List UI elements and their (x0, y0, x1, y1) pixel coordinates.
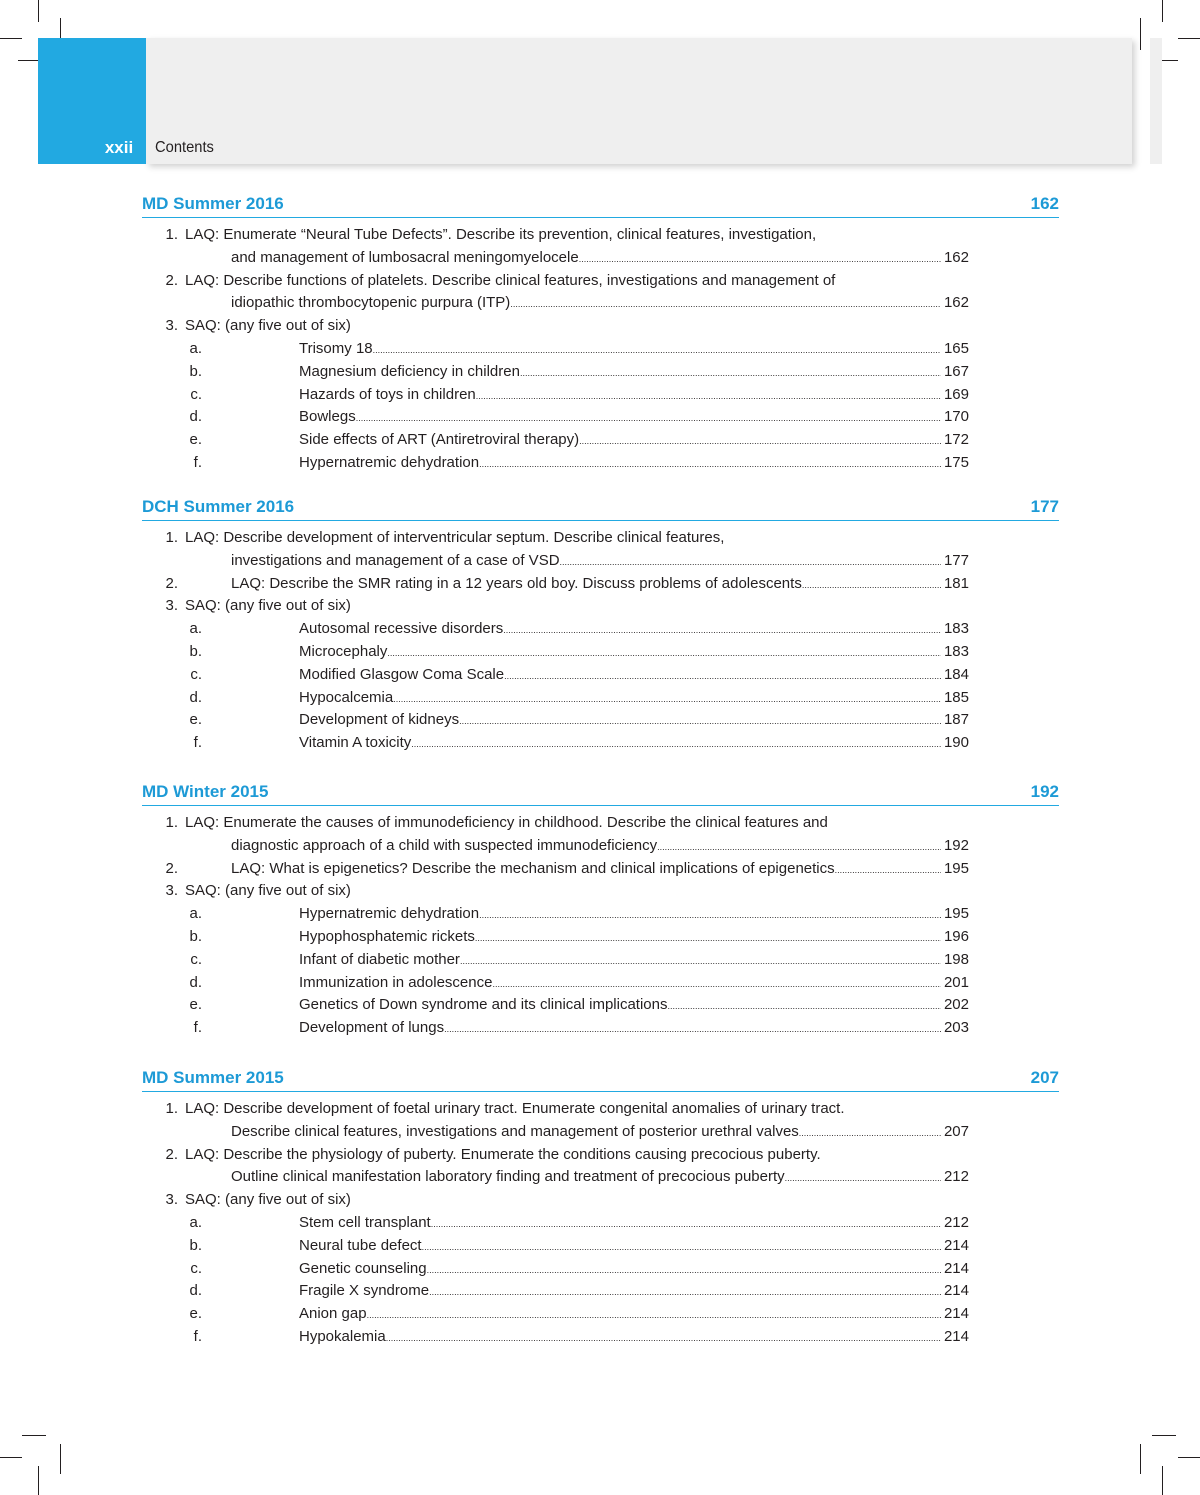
entry-text: Outline clinical manifestation laboratory finding and treatment of precocious puberty (231, 1166, 785, 1189)
crop-mark (38, 0, 39, 22)
toc-subentry (142, 903, 1059, 926)
leader-row (299, 406, 1059, 430)
entry-page: 202 (943, 996, 969, 1014)
entry-page: 192 (943, 836, 969, 854)
entry-text: Hypernatremic dehydration (299, 903, 479, 926)
entry-text: SAQ: (any five out of six) (185, 317, 351, 335)
entry-letter: a. (189, 1213, 202, 1231)
entry-text: LAQ: Describe functions of platelets. Describe clinical features, investigations and management of (185, 271, 836, 289)
toc-entry-cont (142, 292, 1059, 315)
dot-leader (657, 836, 941, 859)
entry-text: Genetic counseling (299, 1258, 427, 1281)
dot-leader (459, 710, 941, 733)
section-heading (142, 1067, 1059, 1092)
section-heading (142, 496, 1059, 521)
leader-row (299, 709, 1059, 733)
leader-row (299, 732, 1059, 756)
leader-row (299, 1280, 1059, 1304)
entry-page: 201 (943, 973, 969, 991)
toc-subentry (142, 949, 1059, 972)
header-band (146, 38, 1132, 164)
dot-leader (579, 248, 941, 271)
entry-text: Describe clinical features, investigations and management of posterior urethral valves (231, 1121, 799, 1144)
entry-page: 212 (943, 1213, 969, 1231)
entry-number: 2. (165, 574, 178, 592)
toc-entry (142, 224, 1059, 247)
toc-section (142, 193, 1059, 475)
leader-row (299, 1017, 1059, 1041)
entry-text: SAQ: (any five out of six) (185, 597, 351, 615)
toc-subentry (142, 384, 1059, 407)
leader-row (231, 247, 1059, 271)
entry-page: 177 (943, 551, 969, 569)
entry-number: 3. (165, 882, 178, 900)
toc-subentry (142, 1017, 1059, 1040)
entry-letter: e. (189, 1305, 202, 1323)
leader-row (299, 1303, 1059, 1327)
leader-row (299, 338, 1059, 362)
leader-row (299, 361, 1059, 385)
entry-text: Hypokalemia (299, 1326, 386, 1349)
toc-subentry (142, 618, 1059, 641)
crop-mark (38, 1466, 39, 1495)
entry-number: 1. (165, 814, 178, 831)
crop-mark (0, 38, 22, 39)
entry-text: Infant of diabetic mother (299, 949, 460, 972)
dot-leader (560, 551, 941, 574)
toc-entry (142, 812, 1059, 835)
entry-text: Hypernatremic dehydration (299, 452, 479, 475)
dot-leader (475, 927, 941, 950)
entry-letter: c. (190, 665, 202, 683)
dot-leader (785, 1167, 941, 1190)
section-title: MD Summer 2015 (142, 1068, 284, 1087)
dot-leader (492, 973, 941, 996)
entry-page: 183 (943, 620, 969, 638)
entry-number: 2. (165, 859, 178, 877)
section-page: 192 (1030, 782, 1059, 801)
crop-mark (1140, 18, 1141, 50)
entry-letter: f. (193, 1019, 202, 1037)
entry-page: 165 (943, 339, 969, 357)
entry-letter: f. (193, 734, 202, 752)
section-page: 207 (1030, 1068, 1059, 1087)
entry-page: 214 (943, 1282, 969, 1300)
toc-subentry (142, 406, 1059, 429)
entry-letter: b. (189, 1236, 202, 1254)
entry-page: 203 (943, 1019, 969, 1037)
entry-text: LAQ: Describe development of interventricular septum. Describe clinical features, (185, 529, 725, 546)
entry-letter: b. (189, 927, 202, 945)
crop-mark (1178, 1457, 1200, 1458)
toc-section (142, 1067, 1059, 1349)
entry-text: Development of lungs (299, 1017, 444, 1040)
leader-row (299, 429, 1059, 453)
entry-text: Anion gap (299, 1303, 367, 1326)
toc-subentry (142, 664, 1059, 687)
entry-text: LAQ: Enumerate the causes of immunodeficiency in childhood. Describe the clinical features and (185, 814, 828, 831)
header-band-edge (1150, 38, 1162, 164)
entry-text: Neural tube defect (299, 1235, 422, 1258)
entry-text: Vitamin A toxicity (299, 732, 411, 755)
dot-leader (387, 642, 941, 665)
toc-subentry (142, 641, 1059, 664)
entry-list (142, 812, 1059, 1040)
leader-row (299, 384, 1059, 408)
entry-text: Immunization in adolescence (299, 972, 492, 995)
entry-letter: c. (190, 1259, 202, 1277)
entry-page: 198 (943, 950, 969, 968)
toc-subentry (142, 687, 1059, 710)
entry-number: 1. (165, 529, 178, 546)
crop-mark (0, 1457, 22, 1458)
entry-letter: e. (189, 431, 202, 449)
toc-subentry (142, 972, 1059, 995)
entry-number: 3. (165, 317, 178, 335)
leader-row (299, 926, 1059, 950)
entry-page: 162 (943, 248, 969, 266)
entry-letter: d. (189, 688, 202, 706)
entry-text: Hazards of toys in children (299, 384, 476, 407)
entry-text: Bowlegs (299, 406, 356, 429)
dot-leader (460, 950, 941, 973)
toc-subentry (142, 452, 1059, 475)
toc-subentry (142, 926, 1059, 949)
dot-leader (476, 385, 941, 408)
entry-letter: f. (193, 453, 202, 471)
entry-text: Fragile X syndrome (299, 1280, 429, 1303)
entry-list (142, 224, 1059, 475)
dot-leader (668, 995, 942, 1018)
toc-entry-cont (142, 835, 1059, 858)
leader-row (299, 1212, 1059, 1236)
toc-entry (142, 1189, 1059, 1212)
dot-leader (411, 733, 941, 756)
leader-row (299, 687, 1059, 711)
entry-page: 170 (943, 408, 969, 426)
dot-leader (799, 1122, 941, 1145)
entry-letter: c. (190, 950, 202, 968)
entry-letter: a. (189, 620, 202, 638)
toc-subentry (142, 1258, 1059, 1281)
toc-entry (142, 595, 1059, 618)
leader-row (231, 292, 1059, 316)
entry-text: Modified Glasgow Coma Scale (299, 664, 504, 687)
entry-letter: e. (189, 996, 202, 1014)
leader-row (299, 664, 1059, 688)
toc-entry (142, 315, 1059, 338)
page-number: xxii (104, 138, 134, 157)
section-page: 162 (1030, 194, 1059, 213)
entry-text: LAQ: What is epigenetics? Describe the mechanism and clinical implications of epigenetics (231, 858, 835, 881)
entry-letter: d. (189, 973, 202, 991)
leader-row (299, 1235, 1059, 1259)
dot-leader (503, 619, 941, 642)
entry-number: 3. (165, 1191, 178, 1209)
entry-page: 167 (943, 362, 969, 380)
leader-row (299, 641, 1059, 665)
leader-row (231, 573, 1059, 597)
toc-subentry (142, 1303, 1059, 1326)
entry-letter: d. (189, 1282, 202, 1300)
toc-section (142, 781, 1059, 1040)
dot-leader (479, 453, 941, 476)
toc-subentry (142, 709, 1059, 732)
entry-text: and management of lumbosacral meningomyelocele (231, 247, 579, 270)
entry-page: 175 (943, 453, 969, 471)
entry-page: 187 (943, 711, 969, 729)
entry-text: Hypocalcemia (299, 687, 393, 710)
entry-page: 214 (943, 1259, 969, 1277)
entry-number: 3. (165, 597, 178, 615)
entry-number: 2. (165, 271, 178, 289)
crop-mark (1162, 0, 1163, 22)
entry-letter: d. (189, 408, 202, 426)
toc-subentry (142, 1280, 1059, 1303)
entry-page: 214 (943, 1305, 969, 1323)
entry-number: 1. (165, 1100, 178, 1117)
dot-leader (373, 339, 941, 362)
toc-subentry (142, 338, 1059, 361)
dot-leader (444, 1018, 941, 1041)
crop-mark (1162, 1466, 1163, 1495)
dot-leader (579, 430, 941, 453)
toc-entry-cont (142, 247, 1059, 270)
crop-mark (60, 1444, 61, 1474)
entry-text: Development of kidneys (299, 709, 459, 732)
toc-subentry (142, 429, 1059, 452)
dot-leader (504, 665, 941, 688)
entry-letter: f. (193, 1327, 202, 1345)
entry-page: 195 (943, 859, 969, 877)
entry-letter: b. (189, 362, 202, 380)
leader-row (231, 835, 1059, 859)
leader-row (299, 452, 1059, 476)
toc-entry-cont (142, 550, 1059, 573)
entry-list (142, 527, 1059, 755)
toc-subentry (142, 994, 1059, 1017)
dot-leader (510, 293, 941, 316)
entry-page: 162 (943, 294, 969, 312)
toc-subentry (142, 1235, 1059, 1258)
dot-leader (520, 362, 941, 385)
crop-mark (1178, 38, 1200, 39)
dot-leader (393, 688, 941, 711)
entry-text: Genetics of Down syndrome and its clinical implications (299, 994, 668, 1017)
entry-list (142, 1098, 1059, 1349)
toc-subentry (142, 1326, 1059, 1349)
entry-text: LAQ: Describe development of foetal urinary tract. Enumerate congenital anomalies of urinary tract. (185, 1100, 845, 1117)
entry-page: 172 (943, 431, 969, 449)
leader-row (231, 858, 1059, 882)
toc-entry (142, 573, 1059, 596)
running-head: Contents (155, 139, 214, 156)
entry-letter: a. (189, 339, 202, 357)
toc-entry (142, 527, 1059, 550)
leader-row (231, 1166, 1059, 1190)
leader-row (299, 618, 1059, 642)
entry-page: 181 (943, 574, 969, 592)
toc-entry (142, 1098, 1059, 1121)
entry-text: Hypophosphatemic rickets (299, 926, 475, 949)
entry-text: LAQ: Enumerate “Neural Tube Defects”. Describe its prevention, clinical features, investigation, (185, 226, 817, 243)
leader-row (299, 1258, 1059, 1282)
crop-mark (1140, 1444, 1141, 1474)
section-heading (142, 781, 1059, 806)
entry-text: Magnesium deficiency in children (299, 361, 520, 384)
dot-leader (427, 1259, 941, 1282)
entry-text: LAQ: Describe the SMR rating in a 12 years old boy. Discuss problems of adolescents (231, 573, 802, 596)
entry-text: investigations and management of a case of VSD (231, 550, 560, 573)
toc-subentry (142, 1212, 1059, 1235)
toc-entry (142, 270, 1059, 293)
dot-leader (802, 574, 941, 597)
entry-page: 212 (943, 1168, 969, 1186)
entry-text: SAQ: (any five out of six) (185, 882, 351, 900)
dot-leader (431, 1213, 941, 1236)
leader-row (299, 1326, 1059, 1350)
entry-page: 169 (943, 385, 969, 403)
toc-entry (142, 880, 1059, 903)
entry-text: Side effects of ART (Antiretroviral therapy) (299, 429, 579, 452)
section-heading (142, 193, 1059, 218)
dot-leader (356, 407, 941, 430)
entry-text: Trisomy 18 (299, 338, 373, 361)
toc-entry-cont (142, 1121, 1059, 1144)
entry-text: SAQ: (any five out of six) (185, 1191, 351, 1209)
entry-number: 2. (165, 1145, 178, 1163)
entry-page: 184 (943, 665, 969, 683)
section-title: MD Winter 2015 (142, 782, 269, 801)
entry-number: 1. (165, 226, 178, 243)
entry-page: 196 (943, 927, 969, 945)
toc-entry-cont (142, 1166, 1059, 1189)
dot-leader (422, 1236, 941, 1259)
toc-entry (142, 1144, 1059, 1167)
section-title: MD Summer 2016 (142, 194, 284, 213)
entry-letter: a. (189, 905, 202, 923)
entry-text: LAQ: Describe the physiology of puberty. Enumerate the conditions causing precocious puberty. (185, 1145, 821, 1163)
dot-leader (367, 1304, 941, 1327)
entry-page: 183 (943, 642, 969, 660)
entry-page: 214 (943, 1236, 969, 1254)
entry-page: 214 (943, 1327, 969, 1345)
crop-mark (22, 1435, 46, 1436)
leader-row (231, 1121, 1059, 1145)
section-page: 177 (1030, 497, 1059, 516)
toc-subentry (142, 361, 1059, 384)
toc-entry (142, 858, 1059, 881)
entry-page: 190 (943, 734, 969, 752)
dot-leader (835, 859, 941, 882)
leader-row (231, 550, 1059, 574)
leader-row (299, 972, 1059, 996)
entry-page: 207 (943, 1122, 969, 1140)
toc-section (142, 496, 1059, 755)
entry-page: 185 (943, 688, 969, 706)
entry-text: idiopathic thrombocytopenic purpura (ITP) (231, 292, 510, 315)
entry-text: diagnostic approach of a child with suspected immunodeficiency (231, 835, 657, 858)
entry-letter: c. (190, 385, 202, 403)
leader-row (299, 949, 1059, 973)
dot-leader (479, 904, 941, 927)
entry-letter: e. (189, 711, 202, 729)
dot-leader (429, 1281, 941, 1304)
entry-text: Stem cell transplant (299, 1212, 431, 1235)
crop-mark (1152, 1435, 1176, 1436)
entry-letter: b. (189, 642, 202, 660)
toc-subentry (142, 732, 1059, 755)
section-title: DCH Summer 2016 (142, 497, 295, 516)
leader-row (299, 994, 1059, 1018)
entry-text: Microcephaly (299, 641, 387, 664)
leader-row (299, 903, 1059, 927)
dot-leader (386, 1327, 941, 1350)
entry-page: 195 (943, 905, 969, 923)
entry-text: Autosomal recessive disorders (299, 618, 503, 641)
